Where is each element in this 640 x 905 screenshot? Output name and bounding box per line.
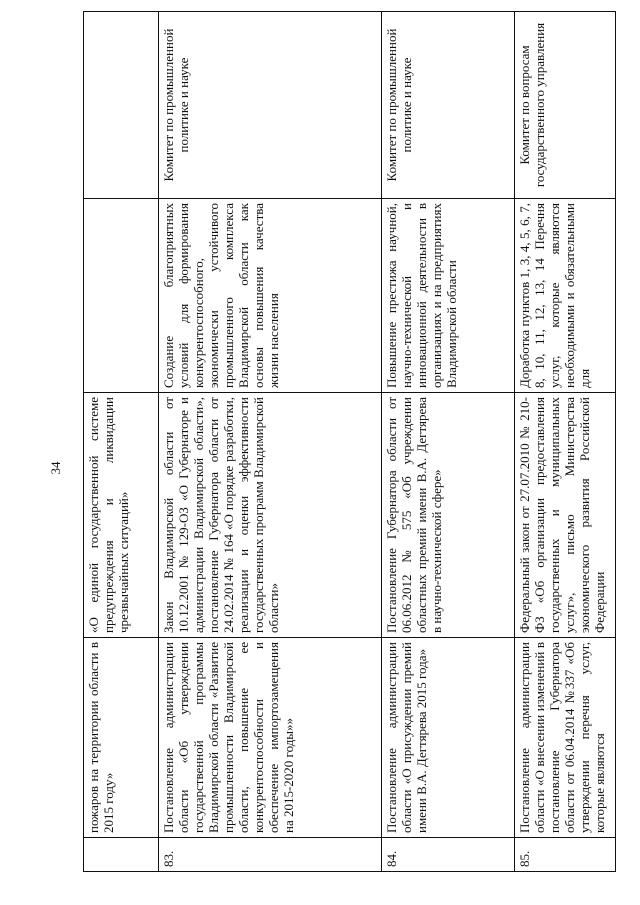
table-row: [159, 12, 382, 872]
row-number-cell: 83.: [159, 838, 382, 872]
document-table-container: [83, 12, 619, 872]
row-number-cell: 84.: [382, 838, 515, 872]
goal-cell: Создание благоприятных условий для формирования конкурентоспособного, экономически устойчивого промышленного комплекса Владимирской области как основы повышения качества жизни населения: [159, 199, 382, 393]
legal-basis-cell: Закон Владимирской области от 10.12.2001 № 129-ОЗ «О Губернаторе и администрации Владимирской области», постановление Губернатора области от 24.02.2014 № 164 «О порядке разработки, реализации и оценки эффективности государственных программ Владимирской области»: [159, 393, 382, 638]
table-row: [84, 12, 159, 872]
row-number-cell: [84, 838, 159, 872]
goal-cell: Доработка пунктов 1, 3, 4, 5, 6, 7, 8, 10, 11, 12, 13, 14 Перечня услуг, которые являются необходимыми и обязательными для: [515, 199, 616, 393]
legal-basis-cell: «О единой государственной системе предупреждения и ликвидации чрезвычайных ситуаций»: [84, 393, 159, 638]
table-row: [382, 12, 515, 872]
goal-cell: [84, 199, 159, 393]
document-title-cell: Постановление администрации области «Об утверждении государственной программы Владимирской области «Развитие промышленности Владимирской области, повышение ее конкурентоспособности и обеспечение импортозамещения на 2015-2020 годы»»: [159, 638, 382, 838]
document-title-cell: пожаров на территории области в 2015 году»: [84, 638, 159, 838]
responsible-cell: [84, 12, 159, 199]
document-title-cell: Постановление администрации области «О присуждении премий имени В.А. Дегтярева 2015 года»: [382, 638, 515, 838]
table-row: [515, 12, 616, 872]
document-table: [83, 11, 616, 872]
responsible-cell: Комитет по промышленной политике и науке: [159, 12, 382, 199]
page-number: 34: [48, 461, 63, 475]
legal-basis-cell: Федеральный закон от 27.07.2010 № 210-ФЗ «Об организации предоставления государственных и муниципальных услуг», письмо Министерства экономического развития Российской Федерации: [515, 393, 616, 638]
row-number-cell: 85.: [515, 838, 616, 872]
document-title-cell: Постановление администрации области «О внесении изменений в постановление Губернатора области от 06.04.2014 №337 «Об утверждении перечня услуг, которые являются: [515, 638, 616, 838]
responsible-cell: Комитет по вопросам государственного управления: [515, 12, 616, 199]
legal-basis-cell: Постановление Губернатора области от 06.06.2012 № 575 «Об учреждении областных премий имени В.А. Дегтярева в научно-технической сфере»: [382, 393, 515, 638]
responsible-cell: Комитет по промышленной политике и науке: [382, 12, 515, 199]
goal-cell: Повышение престижа научной, научно-технической и инновационной деятельности в организациях и на предприятиях Владимирской области: [382, 199, 515, 393]
